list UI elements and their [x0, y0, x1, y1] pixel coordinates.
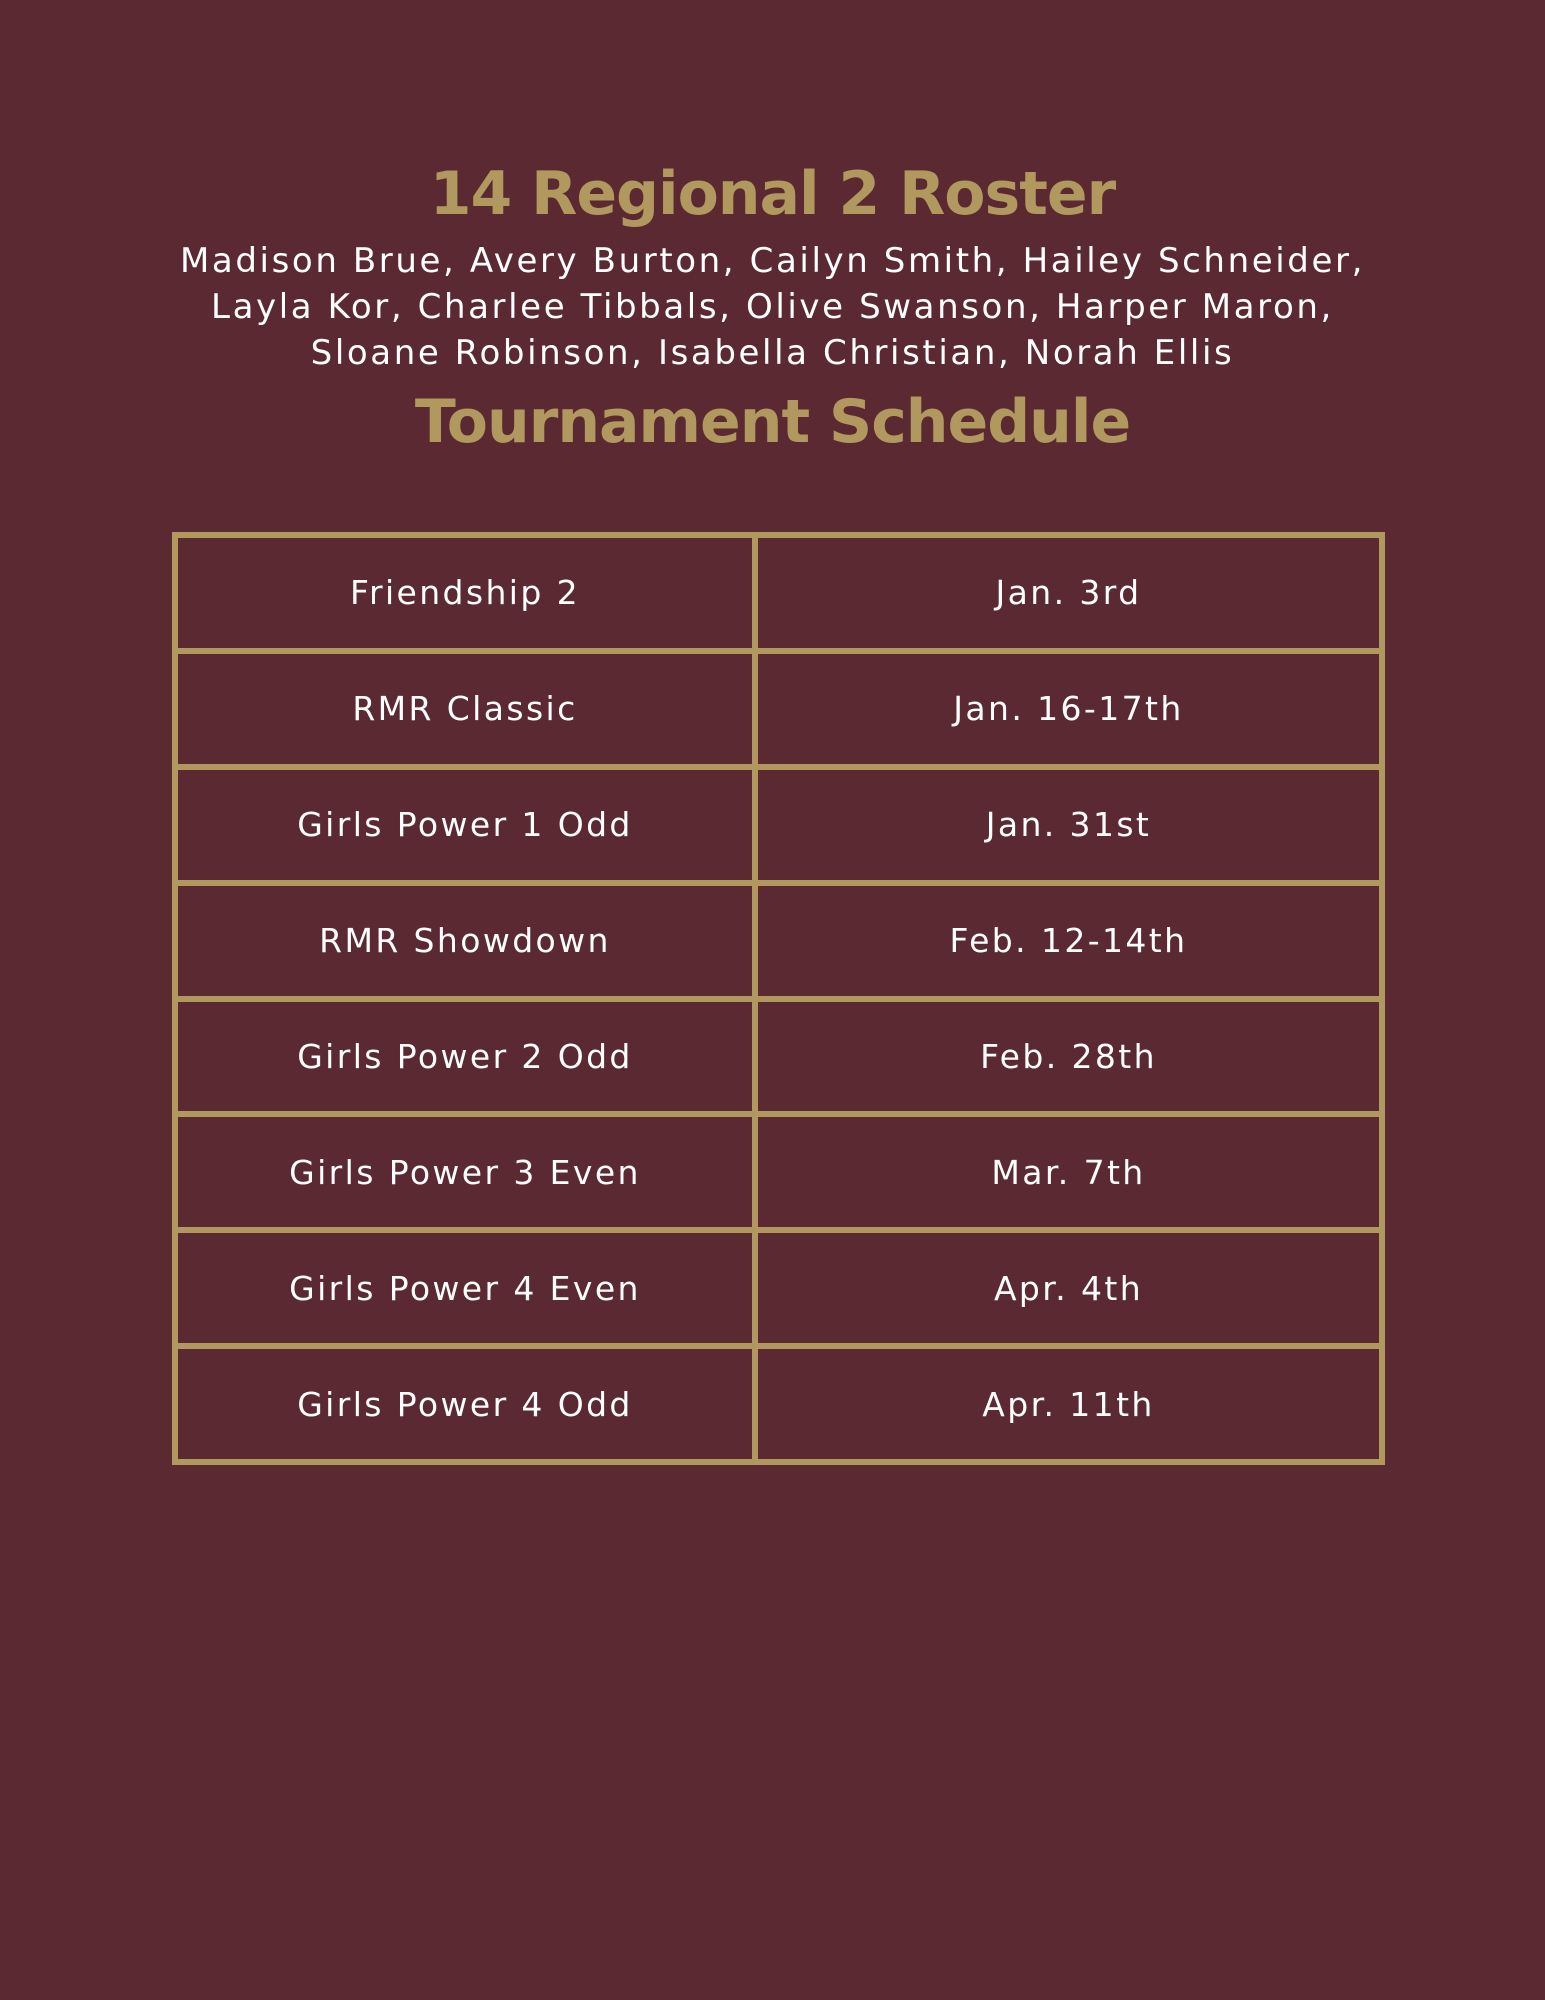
roster-names-line-3: Sloane Robinson, Isabella Christian, Norah Ellis	[310, 333, 1235, 373]
event-name: Girls Power 2 Odd	[175, 999, 755, 1115]
roster-names-line-2: Layla Kor, Charlee Tibbals, Olive Swanson, Harper Maron,	[211, 287, 1334, 327]
event-date: Apr. 4th	[755, 1230, 1382, 1346]
event-name: Girls Power 3 Even	[175, 1114, 755, 1230]
event-date: Jan. 16-17th	[755, 651, 1382, 767]
event-date: Apr. 11th	[755, 1346, 1382, 1462]
schedule-table	[172, 532, 1385, 1465]
event-date: Feb. 12-14th	[755, 883, 1382, 999]
roster-names	[120, 238, 1425, 376]
event-date: Jan. 3rd	[755, 535, 1382, 651]
event-name: Girls Power 4 Even	[175, 1230, 755, 1346]
schedule-title: Tournament Schedule	[414, 387, 1131, 457]
roster-names-line-1: Madison Brue, Avery Burton, Cailyn Smith, Hailey Schneider,	[180, 241, 1365, 281]
table-row	[175, 999, 1382, 1115]
table-row	[175, 1114, 1382, 1230]
table-row	[175, 883, 1382, 999]
table-row	[175, 1346, 1382, 1462]
event-name: RMR Showdown	[175, 883, 755, 999]
event-name: RMR Classic	[175, 651, 755, 767]
table-row	[175, 767, 1382, 883]
roster-title: 14 Regional 2 Roster	[429, 159, 1116, 229]
event-name: Friendship 2	[175, 535, 755, 651]
table-row	[175, 651, 1382, 767]
event-date: Jan. 31st	[755, 767, 1382, 883]
table-row	[175, 1230, 1382, 1346]
event-name: Girls Power 4 Odd	[175, 1346, 755, 1462]
event-name: Girls Power 1 Odd	[175, 767, 755, 883]
event-date: Mar. 7th	[755, 1114, 1382, 1230]
event-date: Feb. 28th	[755, 999, 1382, 1115]
table-row	[175, 535, 1382, 651]
